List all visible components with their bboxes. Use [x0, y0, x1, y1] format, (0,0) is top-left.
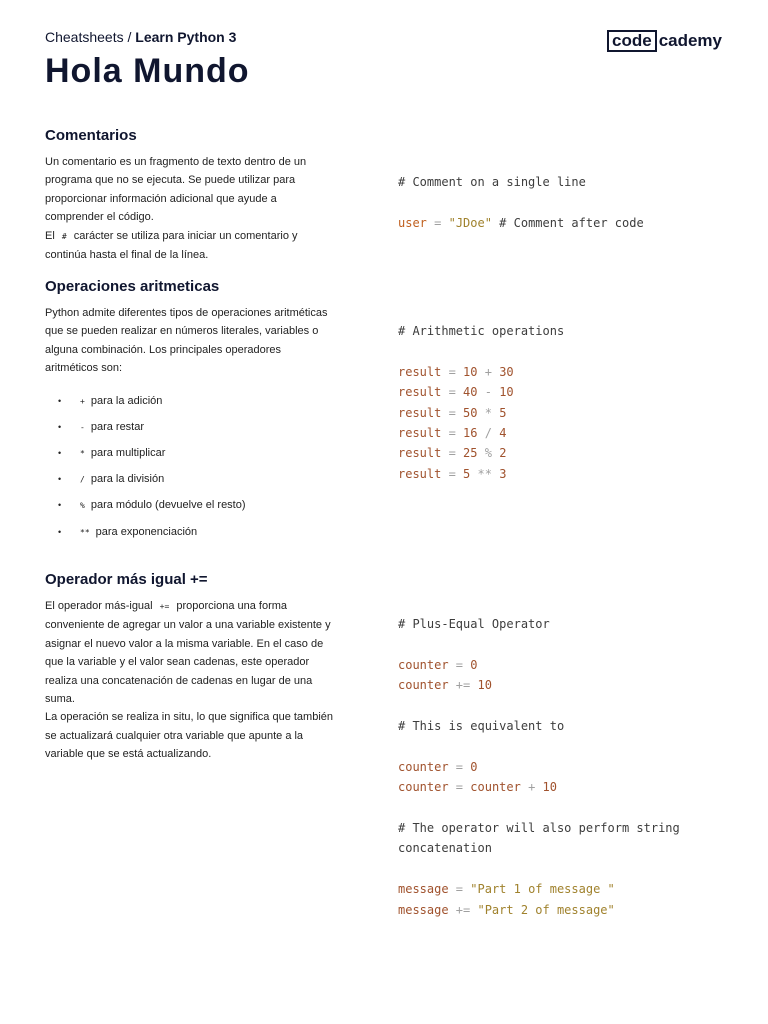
paragraph — [45, 597, 335, 708]
bullet-icon: • — [58, 526, 62, 537]
paragraph: La operación se realiza in situ, lo que significa que también se actualizará cualquier otra variable que apunte a la variable que se está actualizando. — [45, 711, 334, 761]
list-item — [45, 496, 335, 522]
code-number: 50 — [463, 405, 478, 420]
code-operator: + — [520, 780, 543, 795]
code-string: "Part 1 of message " — [470, 882, 615, 897]
code-number: 0 — [470, 759, 478, 774]
code-operator: - — [477, 385, 500, 400]
list-item — [45, 470, 335, 496]
code-comment: # Arithmetic operations — [398, 324, 565, 338]
code-operator: = — [448, 882, 471, 897]
paragraph: Python admite diferentes tipos de operaciones aritméticas que se pueden realizar en números literales, variables o alguna combinación. Los principales operadores aritméticos son: — [45, 307, 328, 375]
code-number: 4 — [499, 426, 507, 441]
code-variable: message — [398, 882, 449, 897]
code-line-blank — [398, 736, 728, 756]
inline-code: # — [61, 231, 67, 241]
code-comment: # Comment on a single line — [398, 175, 586, 189]
code-line — [398, 464, 728, 484]
code-variable: counter — [470, 780, 521, 795]
code-operator: = — [441, 426, 464, 441]
code-line — [398, 777, 728, 797]
breadcrumb-root-link[interactable]: Cheatsheets — [45, 29, 124, 45]
operator-list — [45, 392, 335, 549]
code-number: 30 — [499, 364, 514, 379]
operator-code: / — [80, 475, 85, 485]
operator-code: ** — [80, 527, 90, 537]
bullet-icon: • — [58, 474, 62, 485]
list-item — [45, 418, 335, 444]
bullet-icon: • — [58, 448, 62, 458]
operator-text: para la división — [90, 473, 165, 486]
code-operator: = — [441, 466, 464, 481]
code-number: 25 — [463, 446, 478, 461]
bullet-icon: • — [58, 421, 62, 432]
bullet-icon: • — [58, 395, 62, 406]
code-operator: = — [448, 759, 471, 774]
code-number: 40 — [463, 385, 478, 400]
list-item — [45, 444, 335, 470]
section-comentarios — [45, 127, 335, 264]
code-line — [398, 675, 728, 695]
code-line-blank — [398, 696, 728, 716]
section-heading: Comentarios — [45, 127, 137, 144]
breadcrumb-current[interactable]: Learn Python 3 — [135, 29, 237, 45]
section-aritmeticas — [45, 278, 335, 549]
paragraph — [45, 227, 335, 265]
code-operator: = — [441, 405, 464, 420]
code-operator: + — [477, 364, 500, 379]
code-number: 10 — [499, 385, 514, 400]
code-operator: % — [477, 446, 500, 461]
code-line-blank — [398, 192, 728, 212]
code-line — [398, 443, 728, 463]
code-variable: message — [398, 902, 449, 917]
code-block-plus-equal — [398, 614, 728, 920]
code-line — [398, 879, 728, 899]
code-comment: # This is equivalent to — [398, 719, 565, 733]
code-number: 3 — [499, 466, 507, 481]
code-line-blank — [398, 798, 728, 818]
code-string: "Part 2 of message" — [477, 902, 615, 917]
code-line — [398, 900, 728, 920]
code-block-aritmeticas — [398, 321, 728, 484]
code-variable: result — [398, 385, 442, 400]
code-string: "JDoe" — [448, 215, 492, 230]
code-line-blank — [398, 634, 728, 654]
operator-code: * — [80, 449, 85, 458]
code-variable: result — [398, 364, 442, 379]
section-heading: Operador más igual += — [45, 571, 208, 588]
code-line — [398, 362, 728, 382]
code-variable: counter — [398, 759, 449, 774]
text-fragment: El — [45, 229, 58, 242]
code-operator: = — [441, 364, 464, 379]
text-fragment: proporciona una forma conveniente de agregar un valor a una variable existente y asignar el nuevo valor a la misma variable. En el caso de que la variable y el valor sean cadenas, este operador realiza una concatenación de cadenas en lugar de una suma. — [45, 600, 331, 706]
code-line-blank — [398, 859, 728, 879]
code-comment: # The operator will also perform string concatenation — [398, 821, 680, 856]
section-heading: Operaciones aritmeticas — [45, 278, 220, 295]
logo-rest-text: cademy — [658, 31, 723, 50]
code-block-comentarios — [398, 172, 728, 233]
code-comment: # Plus-Equal Operator — [398, 617, 550, 631]
section-description — [45, 304, 335, 378]
code-operator: = — [441, 446, 464, 461]
code-operator: = — [426, 215, 449, 230]
code-operator: ** — [470, 466, 500, 481]
operator-text: para multiplicar — [90, 447, 166, 459]
operator-code: - — [80, 422, 85, 432]
code-number: 5 — [463, 466, 471, 481]
code-number: 10 — [477, 678, 492, 693]
code-number: 16 — [463, 426, 478, 441]
page-title: Hola Mundo — [45, 52, 250, 90]
code-operator: = — [448, 657, 471, 672]
code-variable: result — [398, 446, 442, 461]
code-variable: result — [398, 466, 442, 481]
operator-code: + — [80, 396, 85, 406]
code-number: 0 — [470, 657, 478, 672]
code-variable: user — [398, 215, 427, 230]
code-variable: counter — [398, 780, 449, 795]
operator-text: para la adición — [90, 394, 163, 407]
code-variable: counter — [398, 657, 449, 672]
code-number: 10 — [463, 364, 478, 379]
code-line — [398, 382, 728, 402]
breadcrumb — [45, 29, 236, 45]
section-plus-equal — [45, 571, 335, 764]
section-description — [45, 597, 335, 764]
codecademy-logo[interactable] — [607, 30, 722, 52]
code-operator: / — [477, 426, 500, 441]
operator-text: para restar — [90, 420, 145, 433]
list-item — [45, 523, 335, 549]
code-operator: += — [448, 902, 478, 917]
code-number: 10 — [542, 780, 557, 795]
bullet-icon: • — [58, 500, 62, 511]
code-line — [398, 403, 728, 423]
section-description — [45, 153, 335, 264]
code-comment: # Comment after code — [491, 215, 644, 230]
code-line — [398, 757, 728, 777]
code-operator: += — [448, 678, 478, 693]
code-operator: = — [441, 385, 464, 400]
text-fragment: El operador más-igual — [45, 600, 156, 612]
code-number: 5 — [499, 405, 507, 420]
code-variable: counter — [398, 678, 449, 693]
operator-text: para exponenciación — [95, 525, 198, 538]
operator-code: % — [80, 501, 85, 511]
text-fragment: carácter se utiliza para iniciar un comentario y continúa hasta el final de la línea. — [45, 229, 298, 262]
code-operator: * — [477, 405, 500, 420]
code-line — [398, 423, 728, 443]
code-line — [398, 213, 728, 233]
paragraph: Un comentario es un fragmento de texto dentro de un programa que no se ejecuta. Se puede utilizar para proporcionar información adicional que ayude a comprender el código. — [45, 156, 307, 224]
breadcrumb-separator: / — [123, 29, 136, 45]
logo-boxed-text: code — [607, 30, 657, 52]
code-variable: result — [398, 405, 442, 420]
operator-text: para módulo (devuelve el resto) — [90, 499, 246, 512]
list-item — [45, 392, 335, 418]
code-line-blank — [398, 341, 728, 361]
code-operator: = — [448, 780, 471, 795]
code-variable: result — [398, 426, 442, 441]
inline-code: += — [159, 602, 170, 611]
code-number: 2 — [499, 446, 507, 461]
code-line — [398, 655, 728, 675]
